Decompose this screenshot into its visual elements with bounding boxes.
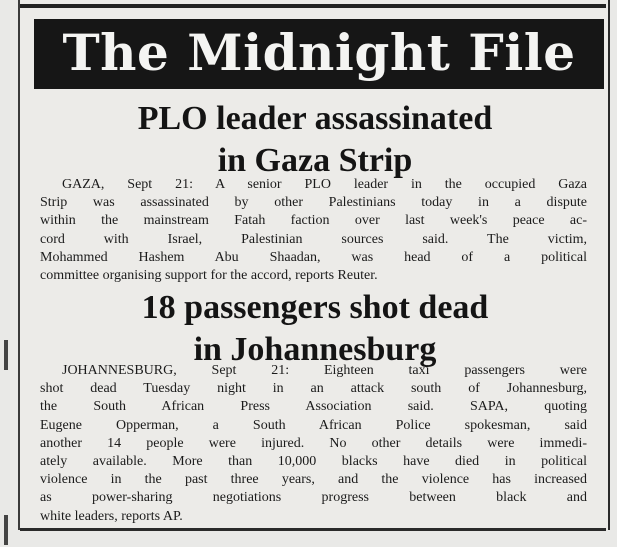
body-line: Mohammed Hashem Abu Shaadan, was head of a political xyxy=(40,249,587,265)
body-line: another 14 people were injured. No other details were immedi- xyxy=(40,435,587,451)
body-line: shot dead Tuesday night in an attack south of Johannesburg, xyxy=(40,381,587,397)
headline-line: PLO leader assassinated xyxy=(137,100,493,137)
top-rule xyxy=(20,4,606,8)
masthead-banner xyxy=(34,19,604,89)
article-body xyxy=(40,362,587,526)
bottom-rule xyxy=(20,528,606,531)
masthead-title: The Midnight File xyxy=(62,23,576,82)
body-line: the South African Press Association said. SAPA, quoting xyxy=(40,399,587,415)
article-body xyxy=(40,176,587,285)
body-line: white leaders, reports AP. xyxy=(40,508,183,524)
margin-mark xyxy=(4,515,8,545)
article-headline xyxy=(20,287,610,371)
headline-line: in Gaza Strip xyxy=(217,142,413,179)
headline-line: in Johannesburg xyxy=(193,331,437,368)
body-line: ately available. More than 10,000 blacks have died in political xyxy=(40,454,587,470)
body-line: cord with Israel, Palestinian sources said. The victim, xyxy=(40,231,587,247)
body-line: JOHANNESBURG, Sept 21: Eighteen taxi passengers were xyxy=(62,363,587,378)
body-line: committee organising support for the accord, reports Reuter. xyxy=(40,268,378,284)
body-line: violence in the past three years, and the violence has increased xyxy=(40,472,587,488)
body-line: within the mainstream Fatah faction over last week's peace ac- xyxy=(40,213,587,229)
article-headline xyxy=(20,98,610,182)
body-line: Eugene Opperman, a South African Police spokesman, said xyxy=(40,417,587,433)
margin-mark xyxy=(4,340,8,370)
cropped-next-headline xyxy=(40,535,600,547)
body-line: GAZA, Sept 21: A senior PLO leader in the occupied Gaza xyxy=(62,177,587,192)
headline-line: 18 passengers shot dead xyxy=(141,289,489,326)
body-line: Strip was assassinated by other Palestinians today in a dispute xyxy=(40,195,587,211)
body-line: as power-sharing negotiations progress between black and xyxy=(40,490,587,506)
